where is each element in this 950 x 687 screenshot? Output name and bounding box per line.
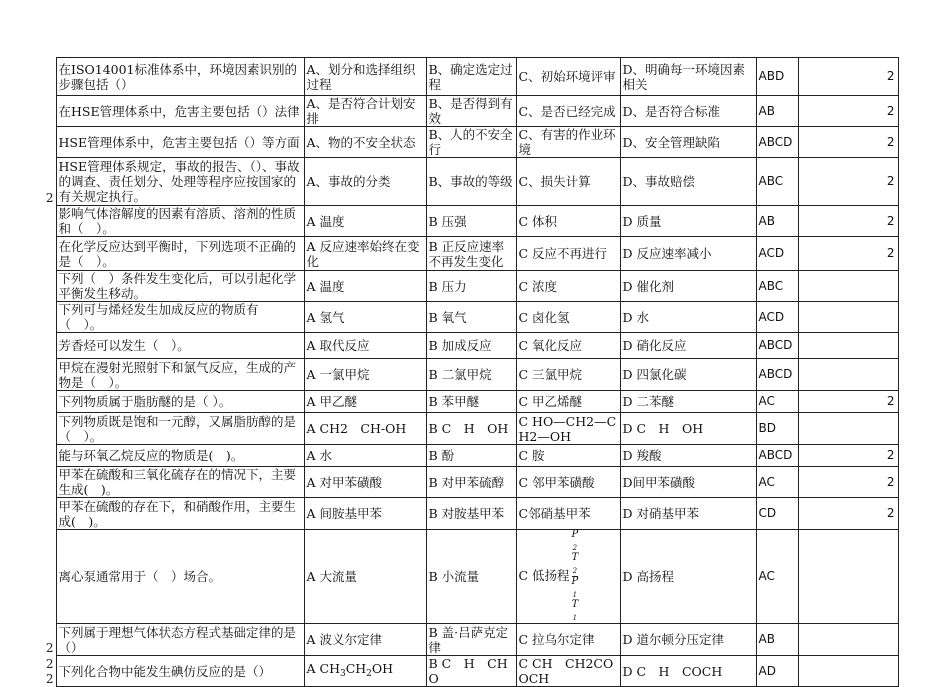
option-a: A 间胺基甲苯 — [304, 498, 426, 530]
question-row — [40, 96, 898, 127]
row-number — [40, 96, 56, 127]
question-row — [40, 656, 898, 687]
question-row — [40, 302, 898, 333]
answer-key: AB — [756, 96, 798, 127]
option-b: B 对甲苯硫醇 — [426, 467, 516, 498]
question-text: 下列可与烯烃发生加成反应的物质有（ ）。 — [56, 302, 304, 333]
question-row — [40, 271, 898, 302]
option-a: A 温度 — [304, 271, 426, 302]
row-number — [40, 359, 56, 391]
option-c: C 氧化反应 — [516, 333, 620, 359]
score-value — [798, 271, 898, 302]
row-number: 2 — [45, 640, 54, 655]
score-value: 2 — [798, 58, 898, 96]
option-c: C CH CH2COOCH — [516, 656, 620, 687]
row-number — [40, 445, 56, 467]
option-c: C、损失计算 — [516, 158, 620, 206]
gas-law-formula: P $_2$ T $_2$ P $_1$ T $_1$ — [571, 529, 579, 622]
row-number: 22 — [45, 656, 54, 686]
row-number — [40, 127, 56, 158]
row-number — [40, 206, 56, 237]
option-d: D 反应速率减小 — [620, 237, 756, 271]
score-value: 2 — [798, 206, 898, 237]
option-c: C 体积 — [516, 206, 620, 237]
option-a: A 一氯甲烷 — [304, 359, 426, 391]
question-row — [40, 127, 898, 158]
option-c: C 拉乌尔定律 — [516, 624, 620, 656]
question-row — [40, 58, 898, 96]
option-c: C 低扬程 P $_2$ T $_2$ P $_1$ T $_1$ — [516, 530, 620, 624]
option-b: B 加成反应 — [426, 333, 516, 359]
answer-key: BD — [756, 413, 798, 445]
question-row — [40, 333, 898, 359]
option-b: B、确定选定过程 — [426, 58, 516, 96]
question-text: 在化学反应达到平衡时，下列选项不正确的是（ ）。 — [56, 237, 304, 271]
question-text: 芳香烃可以发生（ ）。 — [56, 333, 304, 359]
option-d: D C H OH — [620, 413, 756, 445]
option-b: B 二氯甲烷 — [426, 359, 516, 391]
option-b: B 苯甲醚 — [426, 391, 516, 413]
option-d: D 质量 — [620, 206, 756, 237]
answer-key: AC — [756, 467, 798, 498]
question-row — [40, 413, 898, 445]
option-c: C、有害的作业环境 — [516, 127, 620, 158]
score-value: 2 — [798, 96, 898, 127]
answer-key: AB — [756, 624, 798, 656]
question-row — [40, 624, 898, 656]
question-text: 影响气体溶解度的因素有溶质、溶剂的性质和（ ）。 — [56, 206, 304, 237]
score-value: 2 — [798, 127, 898, 158]
option-d: D间甲苯磺酸 — [620, 467, 756, 498]
option-a: A 波义尔定律 — [304, 624, 426, 656]
answer-key: ABCD — [756, 359, 798, 391]
question-row — [40, 359, 898, 391]
option-d: D 水 — [620, 302, 756, 333]
score-value — [798, 413, 898, 445]
score-value — [798, 624, 898, 656]
option-a: A 温度 — [304, 206, 426, 237]
score-value: 2 — [798, 237, 898, 271]
option-b: B、事故的等级 — [426, 158, 516, 206]
answer-key: ABCD — [756, 127, 798, 158]
option-d: D 催化剂 — [620, 271, 756, 302]
question-text: 在ISO14001标准体系中，环境因素识别的步骤包括（） — [56, 58, 304, 96]
option-b: B 盖·吕萨克定律 — [426, 624, 516, 656]
question-table — [40, 57, 899, 687]
question-row — [40, 158, 898, 206]
row-number — [40, 530, 56, 624]
option-d: D C H COCH — [620, 656, 756, 687]
option-b: B 压强 — [426, 206, 516, 237]
answer-key: AC — [756, 391, 798, 413]
score-value: 2 — [798, 498, 898, 530]
answer-key: ABCD — [756, 445, 798, 467]
option-c: C 反应不再进行 — [516, 237, 620, 271]
option-a: A 水 — [304, 445, 426, 467]
score-value — [798, 530, 898, 624]
answer-key: ABC — [756, 271, 798, 302]
option-d: D 道尔顿分压定律 — [620, 624, 756, 656]
option-a: A、是否符合计划安排 — [304, 96, 426, 127]
option-d: D、明确每一环境因素相关 — [620, 58, 756, 96]
row-number: 2 — [45, 190, 54, 205]
question-text: 下列属于理想气体状态方程式基础定律的是（） — [56, 624, 304, 656]
question-text: HSE管理体系中，危害主要包括（）等方面 — [56, 127, 304, 158]
option-c: C、初始环境评审 — [516, 58, 620, 96]
option-a: A 氢气 — [304, 302, 426, 333]
row-number — [40, 237, 56, 271]
answer-key: ACD — [756, 302, 798, 333]
answer-key: ACD — [756, 237, 798, 271]
question-row — [40, 530, 898, 624]
option-c: C 三氯甲烷 — [516, 359, 620, 391]
row-number — [40, 302, 56, 333]
option-c: C HO—CH2—CH2—OH — [516, 413, 620, 445]
answer-key: ABC — [756, 158, 798, 206]
option-d: D 高扬程 — [620, 530, 756, 624]
option-c: C邻硝基甲苯 — [516, 498, 620, 530]
score-value — [798, 359, 898, 391]
option-a: A、物的不安全状态 — [304, 127, 426, 158]
question-row — [40, 445, 898, 467]
score-value: 2 — [798, 158, 898, 206]
option-b: B、人的不安全行 — [426, 127, 516, 158]
score-value — [798, 333, 898, 359]
option-b: B、是否得到有效 — [426, 96, 516, 127]
question-row — [40, 206, 898, 237]
option-c: C 胺 — [516, 445, 620, 467]
row-number — [40, 391, 56, 413]
question-text: 下列化合物中能发生碘仿反应的是（） — [56, 656, 304, 687]
option-c: C 甲乙烯醚 — [516, 391, 620, 413]
option-d: D 四氯化碳 — [620, 359, 756, 391]
option-d: D 羧酸 — [620, 445, 756, 467]
question-row — [40, 391, 898, 413]
option-d: D、安全管理缺陷 — [620, 127, 756, 158]
option-b: B 对胺基甲苯 — [426, 498, 516, 530]
ethanol-formula: $_3CH_2OH$ — [339, 660, 394, 679]
option-d: D、是否符合标准 — [620, 96, 756, 127]
option-d: D 对硝基甲苯 — [620, 498, 756, 530]
score-value: 2 — [798, 391, 898, 413]
question-text: 在HSE管理体系中，危害主要包括（）法律 — [56, 96, 304, 127]
option-a: A $CH_3CH_2OH$ — [304, 656, 426, 687]
row-number — [40, 333, 56, 359]
option-a: A、划分和选择组织过程 — [304, 58, 426, 96]
option-b: B 酚 — [426, 445, 516, 467]
option-b: B 小流量 — [426, 530, 516, 624]
score-value — [798, 302, 898, 333]
option-d: D 二苯醚 — [620, 391, 756, 413]
row-number — [40, 498, 56, 530]
question-row — [40, 237, 898, 271]
option-b: B 正反应速率不再发生变化 — [426, 237, 516, 271]
option-c: C 卤化氢 — [516, 302, 620, 333]
option-d: D、事故赔偿 — [620, 158, 756, 206]
score-value: 2 — [798, 467, 898, 498]
option-b: B C H OH — [426, 413, 516, 445]
option-a: A 取代反应 — [304, 333, 426, 359]
question-text: 能与环氧乙烷反应的物质是( )。 — [56, 445, 304, 467]
answer-key: AC — [756, 530, 798, 624]
option-b: B 氧气 — [426, 302, 516, 333]
question-text: 下列物质既是饱和一元醇，又属脂肪醇的是（ ）。 — [56, 413, 304, 445]
option-a: A 大流量 — [304, 530, 426, 624]
option-b: B 压力 — [426, 271, 516, 302]
option-a: A 对甲苯磺酸 — [304, 467, 426, 498]
option-c: C 浓度 — [516, 271, 620, 302]
score-value — [798, 656, 898, 687]
option-d: D 硝化反应 — [620, 333, 756, 359]
question-text: 下列（ ）条件发生变化后，可以引起化学平衡发生移动。 — [56, 271, 304, 302]
option-a: A CH2 CH-OH — [304, 413, 426, 445]
question-text: 下列物质属于脂肪醚的是（ ）。 — [56, 391, 304, 413]
question-text: HSE管理体系规定，事故的报告、（）、事故的调查、责任划分、处理等程序应按国家的有关规定执行。 — [56, 158, 304, 206]
exam-answer-sheet — [40, 57, 899, 687]
question-text: 甲烷在漫射光照射下和氯气反应，生成的产物是（ ）。 — [56, 359, 304, 391]
option-c: C、是否已经完成 — [516, 96, 620, 127]
row-number — [40, 271, 56, 302]
answer-key: ABCD — [756, 333, 798, 359]
question-text: 甲苯在硫酸的存在下，和硝酸作用，主要生成( )。 — [56, 498, 304, 530]
question-text: 离心泵通常用于（ ）场合。 — [56, 530, 304, 624]
option-c: C 邻甲苯磺酸 — [516, 467, 620, 498]
question-text: 甲苯在硫酸和三氧化硫存在的情况下，主要生成( )。 — [56, 467, 304, 498]
row-number — [40, 413, 56, 445]
option-a: A 甲乙醚 — [304, 391, 426, 413]
answer-key: AB — [756, 206, 798, 237]
answer-key: CD — [756, 498, 798, 530]
option-a: A、事故的分类 — [304, 158, 426, 206]
row-number — [40, 58, 56, 96]
answer-key: ABD — [756, 58, 798, 96]
question-row — [40, 498, 898, 530]
answer-key: AD — [756, 656, 798, 687]
option-b: B C H CHO — [426, 656, 516, 687]
option-a: A 反应速率始终在变化 — [304, 237, 426, 271]
row-number — [40, 467, 56, 498]
score-value: 2 — [798, 445, 898, 467]
question-row — [40, 467, 898, 498]
